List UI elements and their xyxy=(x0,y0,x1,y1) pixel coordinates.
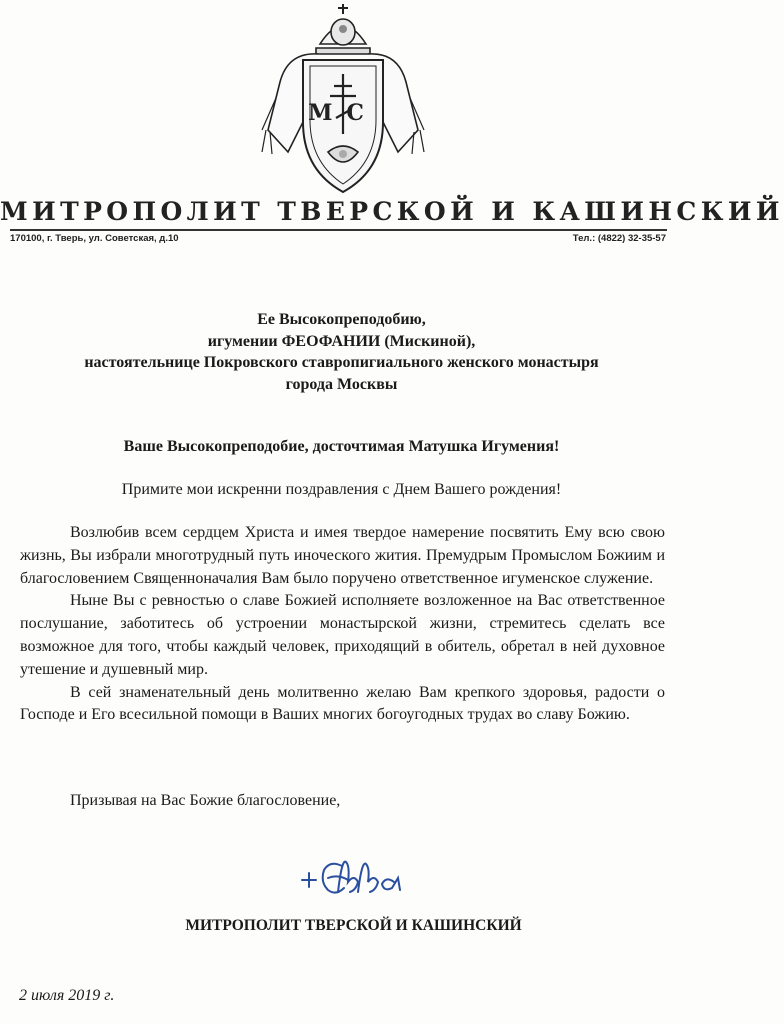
recipient-line: настоятельнице Покровского ставропигиального женского монастыря xyxy=(84,354,599,371)
congratulation-line: Примите мои искренни поздравления с Днем Вашего рождения! xyxy=(121,481,562,498)
recipient-line: Ее Высокопреподобию, xyxy=(257,311,426,328)
signature-icon xyxy=(298,852,408,902)
recipient-line: города Москвы xyxy=(285,375,398,393)
closing-line: Призывая на Вас Божие благословение, xyxy=(70,792,341,809)
salutation: Ваше Высокопреподобие, досточтимая Матушка Игумения! xyxy=(123,438,560,455)
emblem-monogram: МС xyxy=(308,100,378,126)
org-phone: Тел.: (4822) 32-35-57 xyxy=(572,233,666,244)
letter-date: 2 июля 2019 г. xyxy=(19,987,115,1004)
coat-of-arms-icon xyxy=(258,2,428,196)
org-address: 170100, г. Тверь, ул. Советская, д.10 xyxy=(10,233,179,244)
letter-body xyxy=(20,522,665,727)
body-paragraph: Возлюбив всем сердцем Христа и имея твердое намерение посвятить Ему всю свою жизнь, Вы избрали многотрудный путь иноческого жития. Премудрым Промыслом Божиим и благословением Священноначалия Вам было поручено ответственное игуменское служение. xyxy=(20,524,665,587)
signer-title: МИТРОПОЛИТ ТВЕРСКОЙ И КАШИНСКИЙ xyxy=(185,917,522,934)
org-title: МИТРОПОЛИТ ТВЕРСКОЙ И КАШИНСКИЙ xyxy=(0,197,784,226)
header-divider xyxy=(10,229,667,231)
body-paragraph: Ныне Вы с ревностью о славе Божией исполняете возложенное на Вас ответственное послушание, заботитесь об устроении монастырской жизни, стремитесь сделать все возможное для того, чтобы каждый человек, приходящий в обитель, обретал в ней духовное утешение и душевный мир. xyxy=(20,592,665,678)
recipient-line: игумении ФЕОФАНИИ (Мискиной), xyxy=(207,332,476,350)
recipient-block xyxy=(20,309,663,395)
body-paragraph: В сей знаменательный день молитвенно желаю Вам крепкого здоровья, радости о Господе и Его всесильной помощи в Ваших многих богоугодных трудах во славу Божию. xyxy=(20,683,665,724)
